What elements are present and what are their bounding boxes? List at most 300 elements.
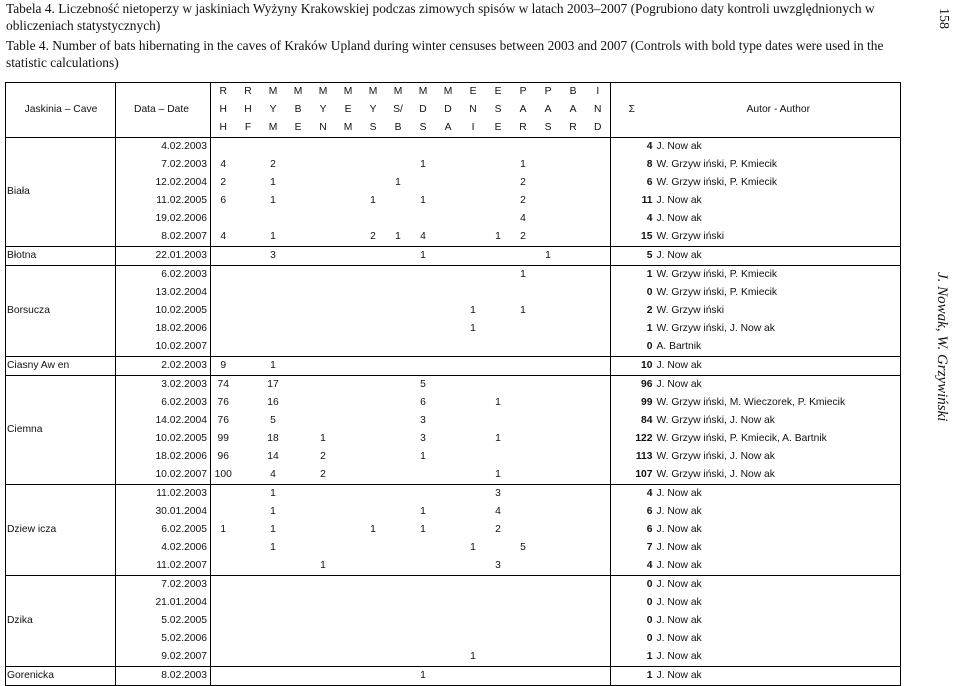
count-cell: 1 <box>320 433 326 444</box>
census-date: 22.01.2003 <box>116 247 211 266</box>
census-date: 13.02.2004 <box>116 284 211 302</box>
count-cell <box>536 357 561 376</box>
count-cell <box>336 630 361 648</box>
count-cell <box>361 376 386 395</box>
count-cell <box>436 630 461 648</box>
row-sum: 107 <box>611 466 655 485</box>
count-cell <box>561 667 586 686</box>
count-cell <box>586 210 611 228</box>
count-cell <box>286 503 311 521</box>
count-cell <box>261 594 286 612</box>
count-cell <box>236 228 261 247</box>
count-cell <box>286 557 311 576</box>
count-cell <box>236 156 261 174</box>
count-cell <box>586 156 611 174</box>
count-cell <box>361 430 386 448</box>
count-cell <box>561 247 586 266</box>
count-cell <box>486 612 511 630</box>
count-cell <box>586 612 611 630</box>
census-date: 10.02.2007 <box>116 338 211 357</box>
row-sum: 6 <box>611 521 655 539</box>
count-cell <box>286 594 311 612</box>
count-cell <box>386 338 411 357</box>
count-cell <box>511 138 536 157</box>
census-date: 7.02.2003 <box>116 156 211 174</box>
count-cell <box>261 210 286 228</box>
count-cell <box>586 376 611 395</box>
count-cell <box>436 357 461 376</box>
count-cell <box>461 376 486 395</box>
count-cell <box>286 357 311 376</box>
count-cell: 3 <box>261 247 286 266</box>
census-date: 5.02.2006 <box>116 630 211 648</box>
author-cell: J. Now ak <box>655 576 901 595</box>
row-sum: 0 <box>611 630 655 648</box>
count-cell <box>411 138 436 157</box>
count-cell: 1 <box>270 542 276 553</box>
species-code-cell: H <box>211 119 236 138</box>
count-cell <box>536 557 561 576</box>
count-cell <box>336 648 361 667</box>
count-cell <box>461 466 486 485</box>
count-cell: 1 <box>420 159 426 170</box>
count-cell <box>236 302 261 320</box>
count-cell <box>286 192 311 210</box>
count-cell <box>211 138 236 157</box>
count-cell <box>236 539 261 557</box>
count-cell <box>486 448 511 466</box>
count-cell <box>311 302 336 320</box>
count-cell <box>461 612 486 630</box>
row-sum: 6 <box>611 174 655 192</box>
species-code-cell: P <box>511 83 536 102</box>
census-date: 2.02.2003 <box>116 357 211 376</box>
count-cell <box>586 284 611 302</box>
count-cell <box>386 448 411 466</box>
count-cell <box>486 192 511 210</box>
count-cell: 2 <box>320 469 326 480</box>
row-sum: 2 <box>611 302 655 320</box>
count-cell <box>536 228 561 247</box>
count-cell <box>436 539 461 557</box>
count-cell <box>536 320 561 338</box>
count-cell <box>536 448 561 466</box>
count-cell <box>361 138 386 157</box>
count-cell <box>461 338 486 357</box>
running-authors-text: J. Nowak, W. Grzywiński <box>934 272 950 422</box>
count-cell <box>386 376 411 395</box>
count-cell <box>361 174 386 192</box>
count-cell: 1 <box>470 542 476 553</box>
species-code-cell: B <box>386 119 411 138</box>
count-cell <box>286 138 311 157</box>
count-cell <box>486 576 511 595</box>
count-cell <box>386 521 411 539</box>
count-cell <box>536 138 561 157</box>
count-cell <box>436 320 461 338</box>
count-cell: 17 <box>261 376 286 395</box>
count-cell <box>586 357 611 376</box>
count-cell <box>511 448 536 466</box>
count-cell <box>436 503 461 521</box>
row-sum: 1 <box>611 266 655 285</box>
table-row <box>6 485 901 504</box>
table-row <box>6 192 901 210</box>
count-cell <box>386 412 411 430</box>
count-cell <box>461 228 486 247</box>
count-cell <box>236 630 261 648</box>
count-cell: 74 <box>211 376 236 395</box>
species-code-cell: D <box>419 104 427 115</box>
count-cell <box>586 247 611 266</box>
species-code-cell: S <box>361 119 386 138</box>
author-cell: J. Now ak <box>655 138 901 157</box>
count-cell <box>311 266 336 285</box>
count-cell <box>336 394 361 412</box>
count-cell <box>286 612 311 630</box>
count-cell <box>486 247 511 266</box>
census-date: 30.01.2004 <box>116 503 211 521</box>
count-cell <box>561 594 586 612</box>
row-sum: 0 <box>611 594 655 612</box>
count-cell <box>336 338 361 357</box>
count-cell <box>511 284 536 302</box>
author-cell: W. Grzyw iński, P. Kmiecik <box>655 156 901 174</box>
count-cell <box>311 521 336 539</box>
table-row <box>6 557 901 576</box>
count-cell <box>336 156 361 174</box>
species-code-cell: E <box>486 83 511 102</box>
census-date: 4.02.2006 <box>116 539 211 557</box>
count-cell <box>436 247 461 266</box>
count-cell <box>361 320 386 338</box>
count-cell <box>461 503 486 521</box>
table-row <box>6 394 901 412</box>
census-date: 6.02.2003 <box>116 266 211 285</box>
count-cell: 5 <box>411 376 436 395</box>
count-cell <box>561 430 586 448</box>
count-cell <box>411 648 436 667</box>
count-cell <box>311 247 336 266</box>
count-cell <box>286 320 311 338</box>
count-cell <box>311 630 336 648</box>
header-row <box>6 83 901 102</box>
species-code-cell: R <box>236 83 261 102</box>
count-cell <box>561 448 586 466</box>
count-cell <box>461 394 486 412</box>
count-cell <box>236 210 261 228</box>
count-cell <box>261 266 286 285</box>
count-cell <box>211 247 236 266</box>
count-cell <box>236 266 261 285</box>
count-cell: 1 <box>261 357 286 376</box>
count-cell <box>561 521 586 539</box>
count-cell <box>561 576 586 595</box>
count-cell <box>436 394 461 412</box>
count-cell <box>211 667 236 686</box>
species-code-cell: S <box>411 119 436 138</box>
count-cell <box>361 503 386 521</box>
author-cell: W. Grzyw iński, J. Now ak <box>655 412 901 430</box>
header-cave: Jaskinia – Cave <box>6 83 116 138</box>
row-sum: 4 <box>611 485 655 504</box>
count-cell <box>211 612 236 630</box>
row-sum: 6 <box>611 503 655 521</box>
count-cell <box>311 485 336 504</box>
count-cell <box>486 412 511 430</box>
count-cell <box>361 357 386 376</box>
count-cell <box>461 430 486 448</box>
count-cell <box>461 192 486 210</box>
count-cell <box>361 284 386 302</box>
count-cell <box>536 376 561 395</box>
count-cell <box>511 594 536 612</box>
count-cell <box>311 210 336 228</box>
count-cell <box>586 412 611 430</box>
count-cell <box>486 210 511 228</box>
header-sum: Σ <box>611 83 655 138</box>
count-cell <box>211 539 236 557</box>
author-cell: J. Now ak <box>655 630 901 648</box>
count-cell <box>536 430 561 448</box>
table-row <box>6 648 901 667</box>
count-cell <box>561 394 586 412</box>
count-cell: 3 <box>420 433 426 444</box>
count-cell: 1 <box>495 433 501 444</box>
count-cell <box>536 394 561 412</box>
count-cell <box>511 485 536 504</box>
count-cell <box>311 376 336 395</box>
count-cell <box>236 412 261 430</box>
count-cell <box>511 247 536 266</box>
count-cell <box>436 138 461 157</box>
species-code-cell: E <box>461 83 486 102</box>
species-code-cell: B <box>561 83 586 102</box>
count-cell <box>311 320 336 338</box>
count-cell <box>586 557 611 576</box>
count-cell <box>586 466 611 485</box>
count-cell <box>436 667 461 686</box>
census-date: 9.02.2007 <box>116 648 211 667</box>
header-author: Autor - Author <box>655 83 901 138</box>
table-row <box>6 156 901 174</box>
count-cell <box>311 648 336 667</box>
count-cell <box>361 247 386 266</box>
count-cell <box>286 576 311 595</box>
count-cell <box>411 266 436 285</box>
table-row <box>6 630 901 648</box>
table-row <box>6 412 901 430</box>
table-row <box>6 138 901 157</box>
count-cell <box>211 594 236 612</box>
count-cell <box>561 138 586 157</box>
census-date: 19.02.2006 <box>116 210 211 228</box>
table-row <box>6 503 901 521</box>
count-cell <box>536 594 561 612</box>
count-cell: 76 <box>211 412 236 430</box>
table-row <box>6 174 901 192</box>
count-cell <box>311 594 336 612</box>
count-cell <box>261 138 286 157</box>
author-cell: J. Now ak <box>655 247 901 266</box>
count-cell <box>236 448 261 466</box>
count-cell <box>411 284 436 302</box>
count-cell <box>386 284 411 302</box>
count-cell <box>211 485 236 504</box>
count-cell: 1 <box>370 195 376 206</box>
count-cell <box>561 284 586 302</box>
count-cell <box>536 302 561 320</box>
count-cell <box>561 376 586 395</box>
row-sum: 0 <box>611 284 655 302</box>
count-cell: 2 <box>320 451 326 462</box>
count-cell <box>536 192 561 210</box>
count-cell <box>286 247 311 266</box>
count-cell <box>361 466 386 485</box>
count-cell <box>561 412 586 430</box>
species-code-cell: M <box>261 119 286 138</box>
count-cell <box>536 284 561 302</box>
count-cell <box>511 466 536 485</box>
count-cell <box>536 539 561 557</box>
count-cell <box>261 338 286 357</box>
count-cell <box>236 174 261 192</box>
author-cell: J. Now ak <box>655 485 901 504</box>
species-code-cell: H <box>211 101 236 119</box>
count-cell <box>361 576 386 595</box>
census-date: 8.02.2007 <box>116 228 211 247</box>
count-cell <box>561 228 586 247</box>
count-cell <box>586 338 611 357</box>
count-cell <box>486 138 511 157</box>
row-sum: 0 <box>611 338 655 357</box>
count-cell <box>261 557 286 576</box>
count-cell: 1 <box>511 266 536 285</box>
table-row <box>6 320 901 338</box>
cave-name: Dzika <box>6 576 116 667</box>
count-cell <box>336 302 361 320</box>
count-cell <box>311 174 336 192</box>
count-cell <box>461 448 486 466</box>
count-cell: 2 <box>520 177 526 188</box>
count-cell <box>586 503 611 521</box>
row-sum: 4 <box>611 557 655 576</box>
table-row <box>6 667 901 686</box>
table-row <box>6 376 901 395</box>
count-cell <box>261 612 286 630</box>
species-code-cell: Y <box>369 104 377 115</box>
count-cell <box>436 612 461 630</box>
count-cell <box>311 338 336 357</box>
count-cell: 1 <box>411 667 436 686</box>
count-cell <box>386 210 411 228</box>
table-row <box>6 576 901 595</box>
count-cell <box>286 630 311 648</box>
count-cell <box>561 557 586 576</box>
count-cell <box>311 412 336 430</box>
row-sum: 5 <box>611 247 655 266</box>
count-cell: 14 <box>267 451 279 462</box>
count-cell <box>511 648 536 667</box>
row-sum: 10 <box>611 357 655 376</box>
count-cell <box>311 503 336 521</box>
count-cell <box>486 284 511 302</box>
count-cell <box>411 210 436 228</box>
cave-name: Dziew icza <box>6 485 116 576</box>
count-cell <box>361 539 386 557</box>
species-code-cell: A <box>436 119 461 138</box>
count-cell <box>586 539 611 557</box>
count-cell <box>561 156 586 174</box>
count-cell <box>511 430 536 448</box>
count-cell <box>436 557 461 576</box>
species-code-cell: M <box>436 83 461 102</box>
count-cell <box>286 338 311 357</box>
count-cell <box>436 192 461 210</box>
census-date: 14.02.2004 <box>116 412 211 430</box>
count-cell <box>486 357 511 376</box>
count-cell <box>486 320 511 338</box>
count-cell <box>536 630 561 648</box>
count-cell: 1 <box>211 521 236 539</box>
count-cell <box>286 284 311 302</box>
count-cell <box>336 138 361 157</box>
count-cell <box>236 394 261 412</box>
census-date: 6.02.2005 <box>116 521 211 539</box>
count-cell <box>386 648 411 667</box>
author-cell: J. Now ak <box>655 648 901 667</box>
count-cell <box>386 394 411 412</box>
count-cell: 99 <box>211 430 236 448</box>
count-cell <box>411 612 436 630</box>
count-cell <box>236 485 261 504</box>
count-cell: 2 <box>270 159 276 170</box>
count-cell <box>461 284 486 302</box>
author-cell: W. Grzyw iński, M. Wieczorek, P. Kmiecik <box>655 394 901 412</box>
census-date: 21.01.2004 <box>116 594 211 612</box>
count-cell <box>236 466 261 485</box>
cave-name: Biała <box>6 138 116 247</box>
row-sum: 0 <box>611 576 655 595</box>
count-cell: 1 <box>470 323 476 334</box>
count-cell <box>286 394 311 412</box>
count-cell: 1 <box>270 195 276 206</box>
count-cell <box>286 539 311 557</box>
row-sum: 4 <box>611 210 655 228</box>
count-cell <box>361 448 386 466</box>
count-cell <box>236 648 261 667</box>
count-cell <box>486 266 511 285</box>
count-cell <box>236 338 261 357</box>
author-cell: J. Now ak <box>655 667 901 686</box>
species-code-cell: R <box>561 119 586 138</box>
count-cell: 1 <box>395 177 401 188</box>
count-cell <box>436 430 461 448</box>
count-cell <box>286 174 311 192</box>
count-cell <box>536 612 561 630</box>
count-cell: 1 <box>261 485 286 504</box>
count-cell: 1 <box>520 159 526 170</box>
count-cell <box>436 266 461 285</box>
count-cell <box>236 576 261 595</box>
species-code-cell: M <box>361 83 386 102</box>
author-cell: J. Now ak <box>655 357 901 376</box>
count-cell <box>336 448 361 466</box>
count-cell: 3 <box>420 415 426 426</box>
count-cell: 4 <box>211 228 236 247</box>
count-cell <box>211 302 236 320</box>
table-row <box>6 338 901 357</box>
